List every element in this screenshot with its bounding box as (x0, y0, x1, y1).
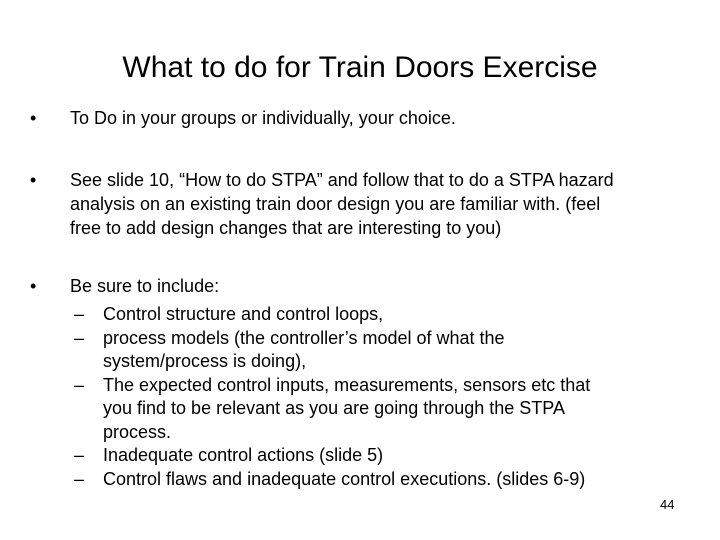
bullet-marker: • (30, 170, 37, 190)
sub-bullet-text: Control structure and control loops, (103, 304, 384, 324)
sub-bullet-text: Control flaws and inadequate control executions. (slides 6-9) (103, 468, 586, 489)
sub-bullet-item (74, 327, 654, 374)
bullet-item (30, 168, 690, 240)
slide-title: What to do for Train Doors Exercise (122, 51, 598, 84)
sub-bullet-item (74, 444, 654, 468)
bullet-marker: • (30, 108, 37, 128)
page-number: 44 (660, 497, 675, 512)
sub-bullet-item (74, 468, 654, 492)
sub-bullet-marker: – (74, 468, 85, 489)
sub-bullet-text: process models (the controller’s model of what the system/process is doing), (103, 327, 505, 371)
sub-bullet-list (74, 303, 654, 491)
sub-bullet-text: The expected control inputs, measurements, sensors etc that you find to be relevant as you are going through the STPA process. (103, 374, 591, 442)
sub-bullet-marker: – (74, 374, 85, 395)
sub-bullet-marker: – (74, 327, 85, 348)
sub-bullet-marker: – (74, 304, 85, 324)
bullet-text: To Do in your groups or individually, your choice. (70, 108, 456, 128)
sub-bullet-item (74, 303, 654, 327)
bullet-text: See slide 10, “How to do STPA” and follow that to do a STPA hazard analysis on an existing train door design you are familiar with. (feel free to add design changes that are interesting to you) (70, 170, 614, 238)
bullet-text: Be sure to include: (70, 276, 220, 296)
bullet-marker: • (30, 276, 37, 296)
bullet-item (30, 274, 690, 298)
sub-bullet-item (74, 374, 654, 445)
bullet-item (30, 106, 690, 130)
sub-bullet-marker: – (74, 445, 85, 465)
sub-bullet-text: Inadequate control actions (slide 5) (103, 445, 384, 465)
